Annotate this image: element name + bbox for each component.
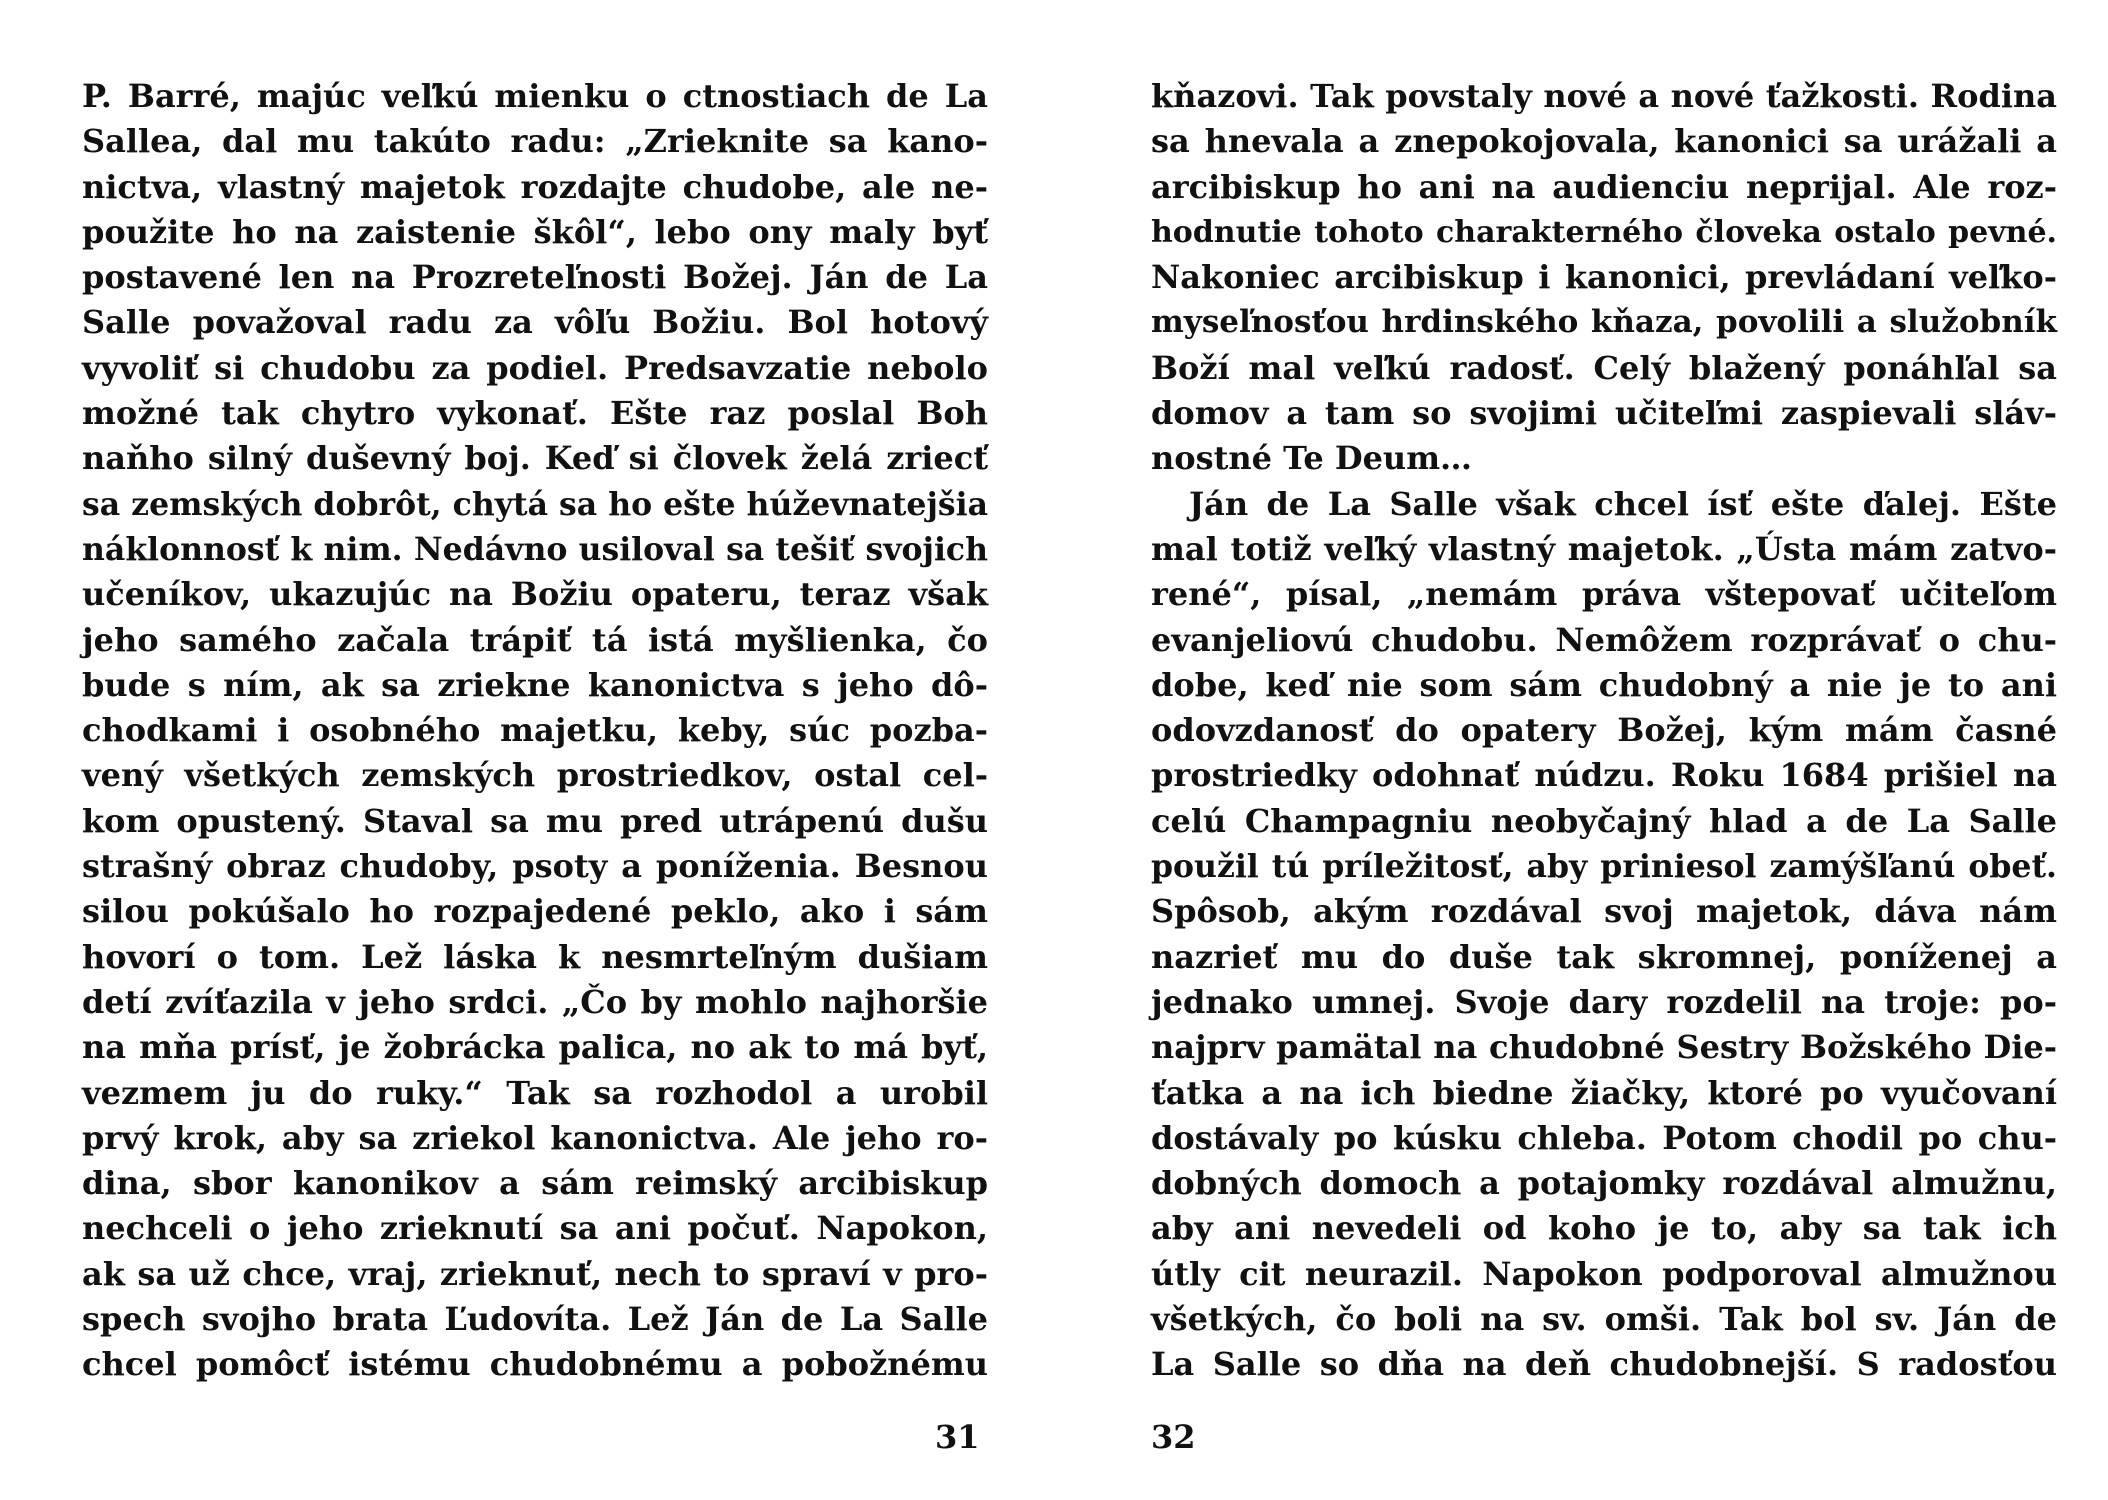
text-line: chcel pomôcť istému chudobnému a pobožnému <box>82 1345 988 1384</box>
text-line: dobných domoch a potajomky rozdával almužnu, <box>1151 1164 2057 1203</box>
text-line: Spôsob, akým rozdával svoj majetok, dáva nám <box>1151 892 2057 931</box>
text-line: myseľnosťou hrdinského kňaza, povolili a služobník <box>1151 304 2057 341</box>
text-line: sa hnevala a znepokojovala, kanonici sa urážali a <box>1151 122 2057 161</box>
text-line: prvý krok, aby sa zriekol kanonictva. Ale jeho ro- <box>82 1118 988 1157</box>
page-number: 32 <box>1151 1418 1196 1456</box>
text-line: ak sa už chce, vraj, zrieknuť, nech to spraví v pro- <box>82 1254 988 1293</box>
text-line: jednako umnej. Svoje dary rozdelil na troje: po- <box>1151 982 2057 1021</box>
text-line: Ján de La Salle však chcel ísť ešte ďalej. Ešte <box>1189 484 2057 523</box>
text-line: chodkami i osobného majetku, keby, súc pozba- <box>82 711 988 750</box>
text-line: prostriedky odohnať núdzu. Roku 1684 prišiel na <box>1151 756 2057 795</box>
text-line: dina, sbor kanonikov a sám reimský arcibiskup <box>82 1164 988 1203</box>
text-line: nechceli o jeho zrieknutí sa ani počuť. Napokon, <box>82 1209 988 1248</box>
text-line: mal totiž veľký vlastný majetok. „Ústa mám zatvo- <box>1151 529 2057 568</box>
text-line: domov a tam so svojimi učiteľmi zaspievali sláv- <box>1151 394 2057 433</box>
text-line: Nakoniec arcibiskup i kanonici, prevládaní veľko- <box>1151 258 2057 297</box>
text-line: ťatka a na ich biedne žiačky, ktoré po vyučovaní <box>1151 1073 2057 1112</box>
text-line: odovzdanosť do opatery Božej, kým mám časné <box>1151 711 2057 750</box>
text-line: náklonnosť k nim. Nedávno usiloval sa tešiť svojich <box>82 530 988 568</box>
text-line: detí zvíťazila v jeho srdci. „Čo by mohlo najhoršie <box>82 982 988 1021</box>
text-line: naňho silný duševný boj. Keď si človek želá zriecť <box>82 439 988 478</box>
text-line: sa zemských dobrôt, chytá sa ho ešte húževnatejšia <box>82 485 988 523</box>
text-line: kom opustený. Staval sa mu pred utrápenú dušu <box>82 801 988 840</box>
text-line: spech svojho brata Ľudovíta. Lež Ján de La Salle <box>82 1300 988 1339</box>
text-line: kňazovi. Tak povstaly nové a nové ťažkosti. Rodina <box>1151 77 2057 115</box>
text-line: postavené len na Prozreteľnosti Božej. Ján de La <box>82 258 988 297</box>
text-line: útly cit neurazil. Napokon podporoval almužnou <box>1151 1254 2057 1293</box>
text-line: nictva, vlastný majetok rozdajte chudobe, ale ne- <box>82 167 988 206</box>
text-line: nostné Te Deum… <box>1151 439 1473 478</box>
right-page-text <box>1151 74 2057 1388</box>
text-line: evanjeliovú chudobu. Nemôžem rozprávať o chu- <box>1151 620 2057 659</box>
text-line: Sallea, dal mu takúto radu: „Zrieknite sa kano- <box>82 122 988 161</box>
text-line: učeníkov, ukazujúc na Božiu opateru, teraz však <box>82 575 988 614</box>
right-page <box>1054 0 2108 1500</box>
text-line: La Salle so dňa na deň chudobnejší. S radosťou <box>1151 1345 2057 1384</box>
text-line: silou pokúšalo ho rozpajedené peklo, ako i sám <box>82 892 988 931</box>
text-line: možné tak chytro vykonať. Ešte raz poslal Boh <box>82 394 988 433</box>
text-line: použite ho na zaistenie škôl“, lebo ony maly byť <box>82 212 988 251</box>
text-line: strašný obraz chudoby, psoty a poníženia. Besnou <box>82 847 988 886</box>
text-line: nazrieť mu do duše tak skromnej, poníženej a <box>1151 937 2057 976</box>
text-line: vezmem ju do ruky.“ Tak sa rozhodol a urobil <box>82 1073 988 1112</box>
text-line: hodnutie tohoto charakterného človeka ostalo pevné. <box>1151 214 2057 250</box>
text-line: Salle považoval radu za vôľu Božiu. Bol hotový <box>82 303 988 342</box>
text-line: bude s ním, ak sa zriekne kanonictva s jeho dô- <box>82 665 988 704</box>
text-line: Boží mal veľkú radosť. Celý blažený ponáhľal sa <box>1151 348 2057 387</box>
text-line: na mňa prísť, je žobrácka palica, no ak to má byť, <box>82 1028 988 1067</box>
page-number: 31 <box>935 1418 980 1456</box>
text-line: celú Champagniu neobyčajný hlad a de La Salle <box>1151 801 2057 840</box>
text-line: najprv pamätal na chudobné Sestry Božského Die- <box>1151 1028 2057 1067</box>
text-line: rené“, písal, „nemám práva vštepovať učiteľom <box>1151 575 2057 614</box>
text-line: použil tú príležitosť, aby priniesol zamýšľanú obeť. <box>1151 848 2057 886</box>
text-line: vyvoliť si chudobu za podiel. Predsavzatie nebolo <box>82 348 988 387</box>
text-line: aby ani nevedeli od koho je to, aby sa tak ich <box>1151 1209 2057 1248</box>
text-line: P. Barré, majúc veľkú mienku o ctnostiach de La <box>82 77 988 115</box>
text-line: hovorí o tom. Lež láska k nesmrteľným dušiam <box>82 937 988 976</box>
text-line: arcibiskup ho ani na audienciu neprijal. Ale roz- <box>1151 167 2057 206</box>
text-line: dostávaly po kúsku chleba. Potom chodil po chu- <box>1151 1118 2057 1157</box>
text-line: dobe, keď nie som sám chudobný a nie je to ani <box>1151 665 2057 704</box>
left-page-text <box>82 74 988 1388</box>
text-line: všetkých, čo boli na sv. omši. Tak bol sv. Ján de <box>1151 1300 2057 1339</box>
text-line: vený všetkých zemských prostriedkov, ostal cel- <box>82 756 988 795</box>
text-line: jeho samého začala trápiť tá istá myšlienka, čo <box>82 620 988 659</box>
